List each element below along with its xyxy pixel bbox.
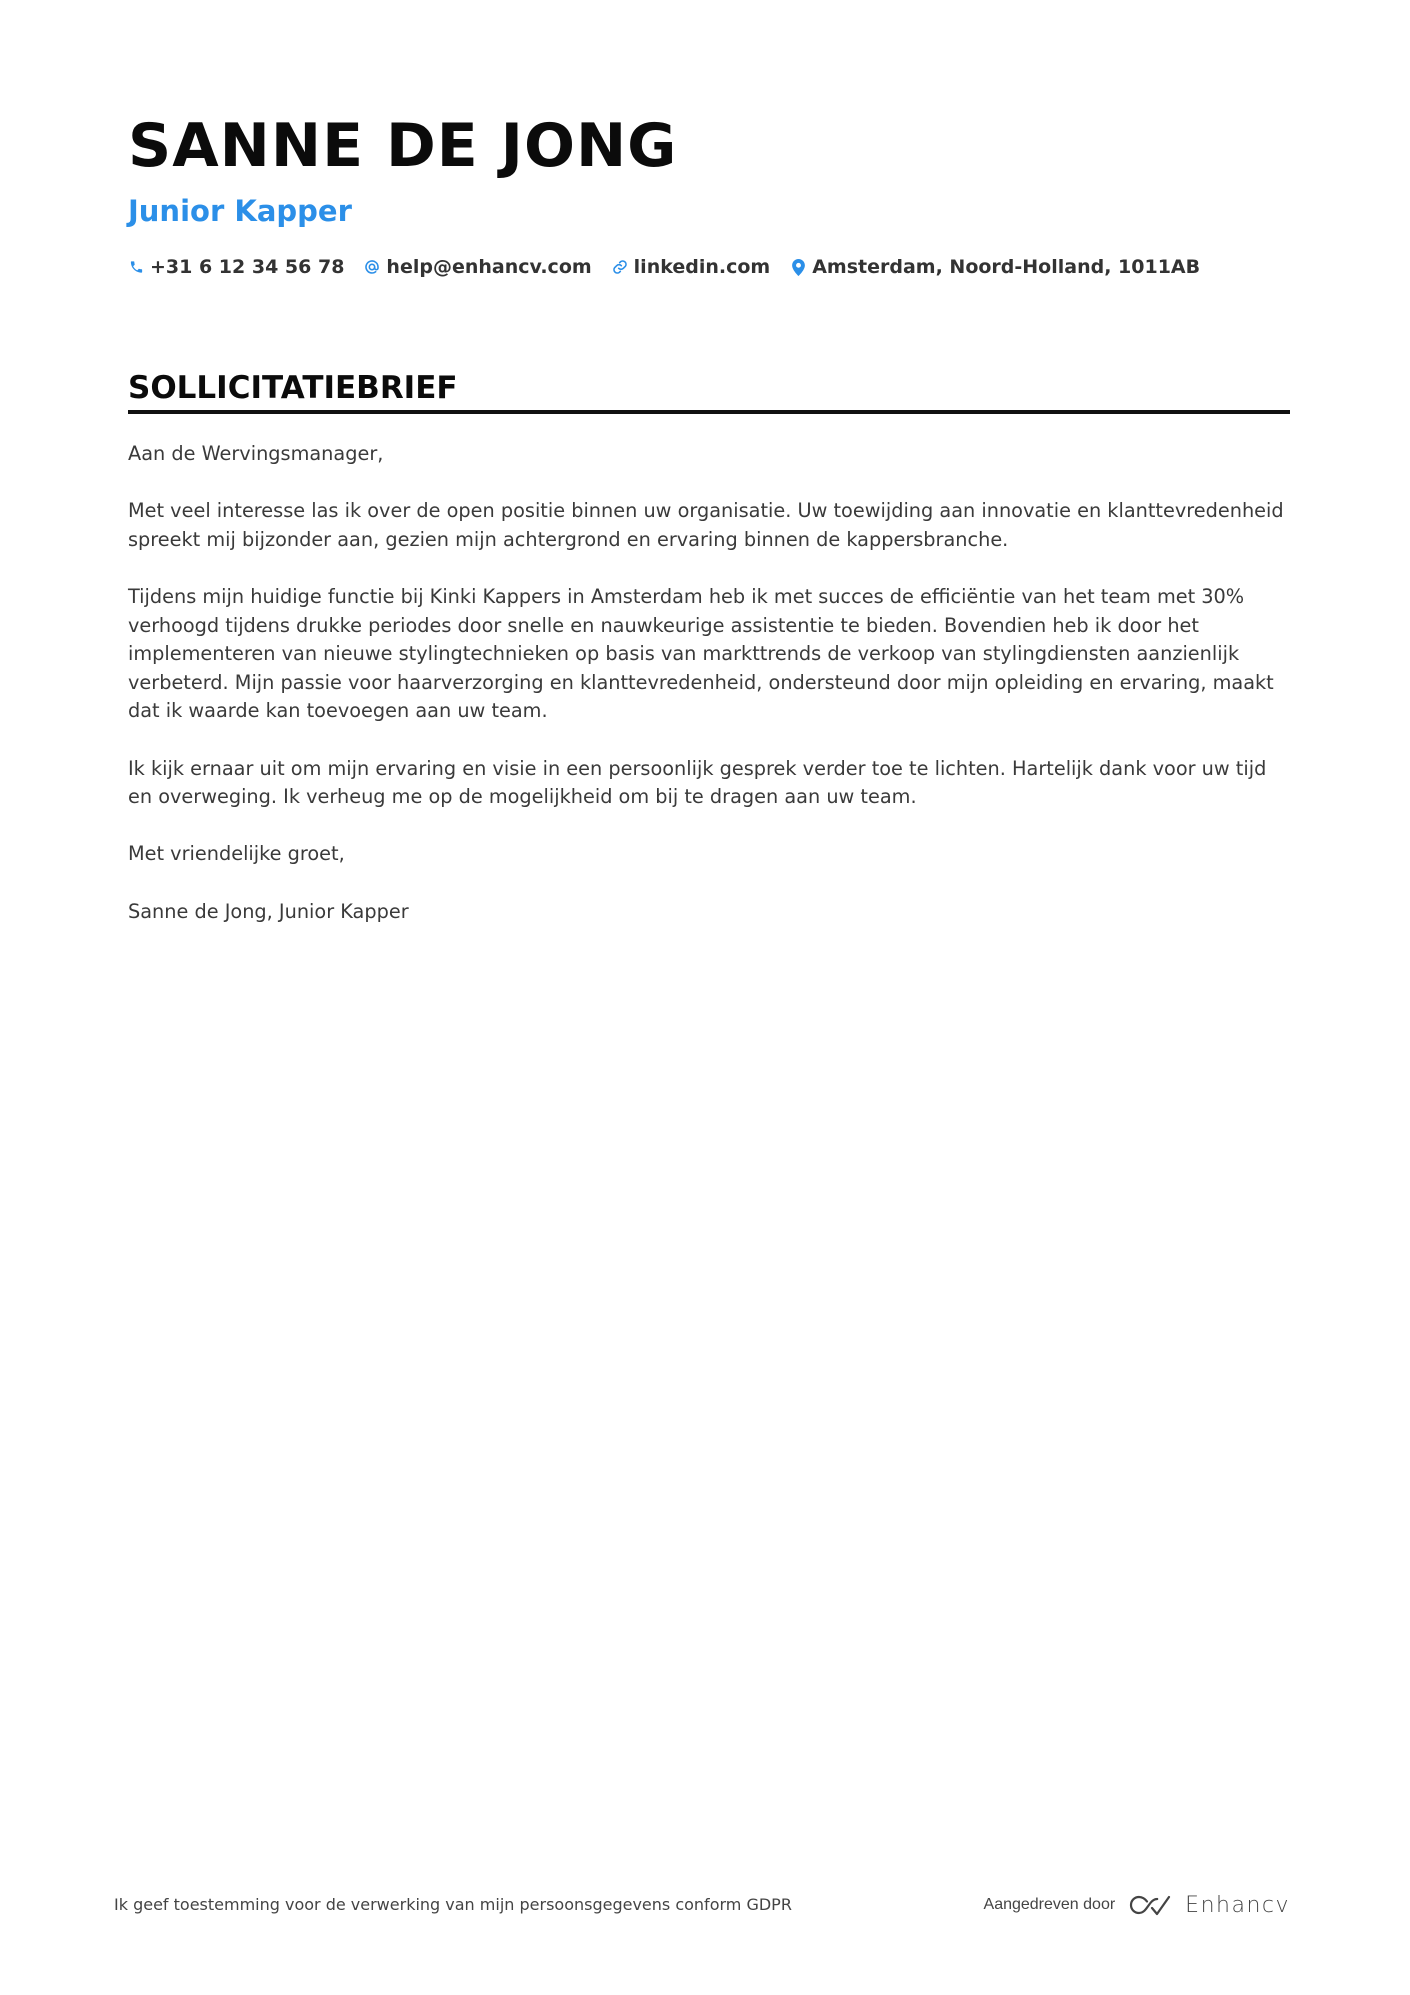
contact-phone[interactable] xyxy=(128,256,344,278)
contact-phone-text: +31 6 12 34 56 78 xyxy=(150,256,345,278)
letter-paragraph: Ik kijk ernaar uit om mijn ervaring en visie in een persoonlijk gesprek verder toe te lichten. Hartelijk dank voor uw tijd en overweging. Ik verheug me op de mogelijkheid om bij te dragen aan uw team. xyxy=(128,756,1267,809)
signature: Sanne de Jong, Junior Kapper xyxy=(128,899,409,923)
contact-linkedin[interactable] xyxy=(612,256,771,278)
job-title: Junior Kapper xyxy=(128,194,352,228)
section-heading: SOLLICITATIEBRIEF xyxy=(128,370,458,406)
at-icon xyxy=(364,258,380,276)
gdpr-consent-text: Ik geef toestemming voor de verwerking van mijn persoonsgegevens conform GDPR xyxy=(114,1895,792,1914)
letter-paragraph: Met veel interesse las ik over de open positie binnen uw organisatie. Uw toewijding aan innovatie en klanttevredenheid spreekt mij bijzonder aan, gezien mijn achtergrond en ervaring binnen de kappersbranche. xyxy=(128,499,1284,551)
contact-email[interactable] xyxy=(364,256,591,278)
letter-body xyxy=(128,440,1290,955)
contact-info xyxy=(128,253,1220,281)
contact-linkedin-text: linkedin.com xyxy=(633,256,771,278)
powered-by-label: Aangedreven door xyxy=(983,1896,1116,1913)
candidate-name: SANNE DE JONG xyxy=(128,111,678,181)
section-divider xyxy=(128,410,1290,414)
contact-location xyxy=(790,256,1200,278)
contact-email-text: help@enhancv.com xyxy=(386,256,592,278)
phone-icon xyxy=(128,258,144,276)
powered-by[interactable] xyxy=(984,1890,1290,1920)
contact-location-text: Amsterdam, Noord-Holland, 1011AB xyxy=(812,256,1201,278)
page-footer xyxy=(0,1890,1410,1920)
enhancv-logo-icon xyxy=(1127,1893,1173,1917)
salutation: Aan de Wervingsmanager, xyxy=(128,442,384,465)
letter-paragraph: Tijdens mijn huidige functie bij Kinki Kappers in Amsterdam heb ik met succes de efficiëntie van het team met 30% verhoogd tijdens drukke periodes door snelle en nauwkeurige assistentie te bieden. Bovendien heb ik door het implementeren van nieuwe stylingtechnieken op basis van markttrends de verkoop van stylingdiensten aanzienlijk verbeterd. Mijn passie voor haarverzorging en klanttevredenheid, ondersteund door mijn opleiding en ervaring, maakt dat ik waarde kan toevoegen aan uw team. xyxy=(128,584,1274,723)
brand-name: Enhancv xyxy=(1185,1892,1290,1918)
closing: Met vriendelijke groet, xyxy=(128,842,345,866)
location-pin-icon xyxy=(790,258,806,276)
link-icon xyxy=(612,258,628,276)
